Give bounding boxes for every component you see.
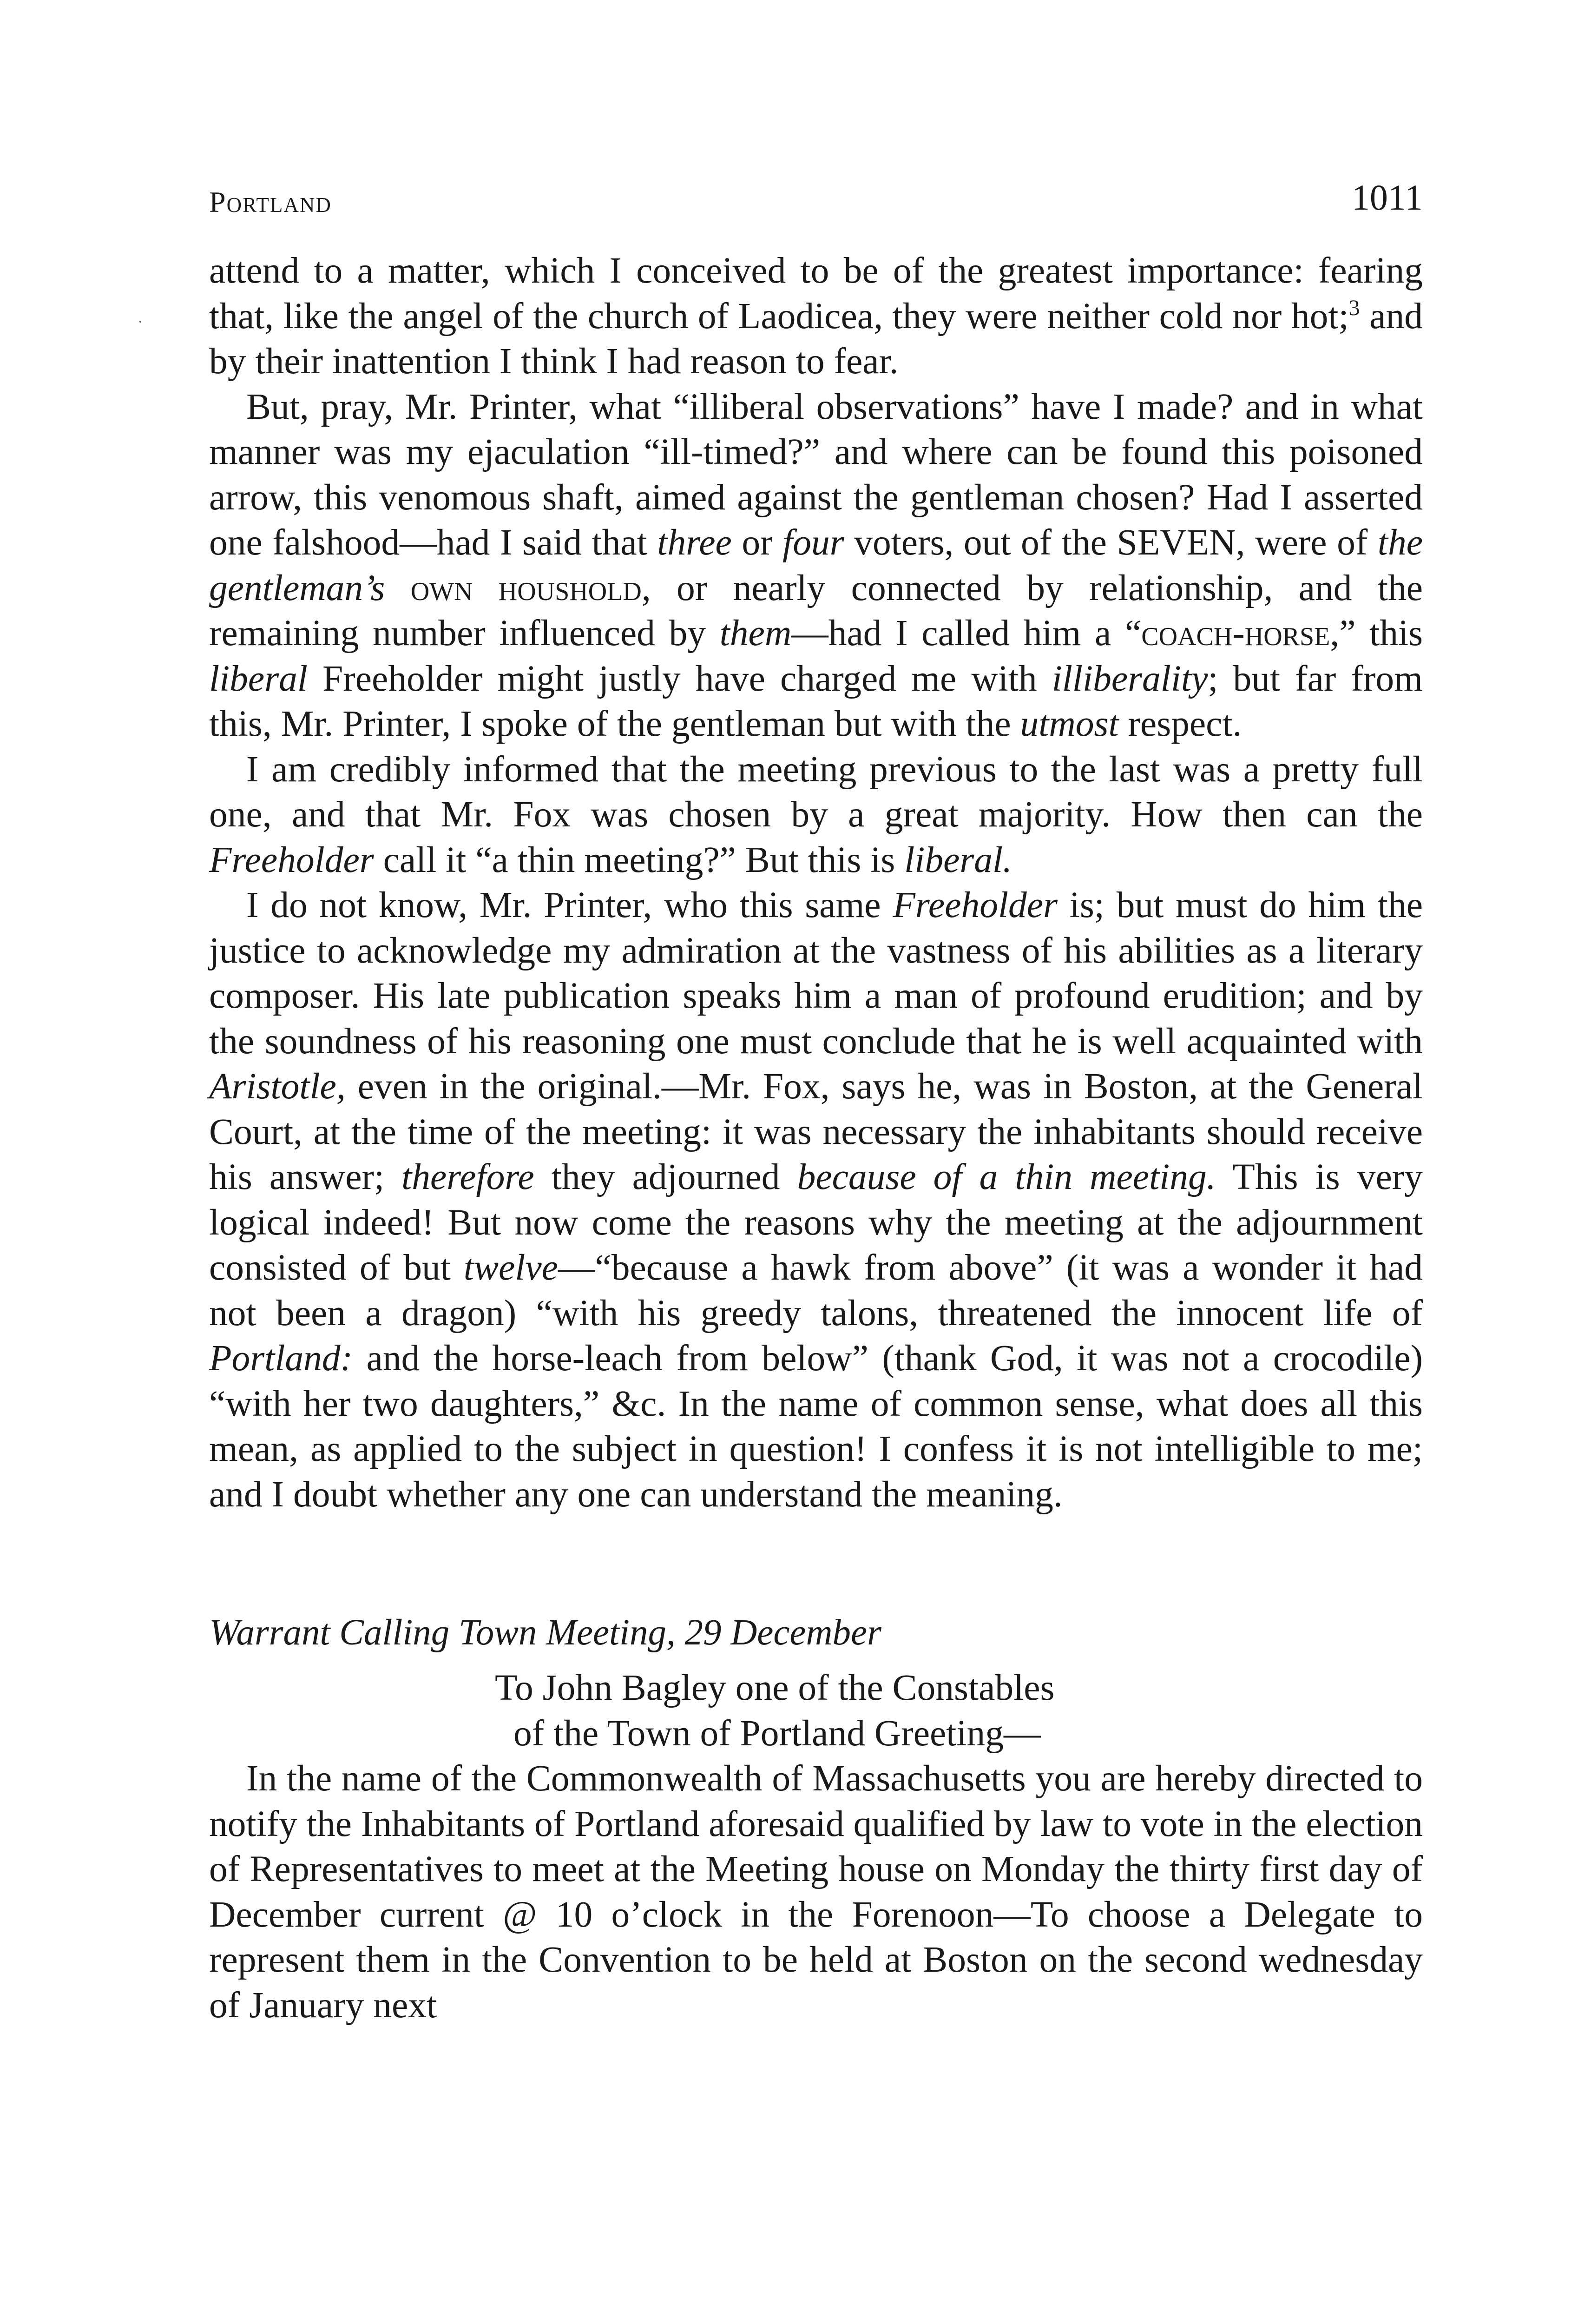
text-run: even in the original.—Mr. Fox, says he, was in Boston, at the General Court, at the time of the meeting: it was necessary the inhabitants should receive his answer; [209,1066,1423,1197]
document-page [209,177,1423,2028]
text-run: voters, out of the SEVEN, were of [844,522,1378,563]
paragraph-1 [209,248,1423,384]
letter-body [209,248,1423,1517]
text-run: , or nearly connected by relationship, and the remaining number influenced by [209,567,1423,654]
small-caps-run: coach-horse [1141,613,1330,654]
text-run: But, pray, Mr. Printer, what “illiberal observations” have I made? and in what manner was my ejaculation “ill-timed?” and where can be found this poisoned arrow, this venomous shaft, aimed against the gentleman chosen? Had I asserted one falshood—had I said that [209,386,1423,563]
text-run: and by their inattention I think I had reason to fear. [209,295,1423,382]
scan-speck [139,321,141,323]
text-run [385,568,410,608]
paragraph-2 [209,384,1423,747]
italic-run: because of a thin meeting. [797,1156,1216,1197]
section-heading: Warrant Calling Town Meeting, 29 December [209,1612,881,1653]
text-run: ,” this [1330,613,1423,654]
running-title: Portland [209,185,332,218]
paragraph-3 [209,747,1423,883]
text-run: I do not know, Mr. Printer, who this same [246,885,893,925]
warrant-text: In the name of the Commonwealth of Massachusetts you are hereby directed to notify the Inhabitants of Portland aforesaid qualified by law to vote in the election of Representatives to meet at the Meeting house on Monday the thirty first day of December current @ 10 o’clock in the Forenoon—To choose a Delegate to represent them in the Convention to be held at Boston on the second wednesday of January next [209,1758,1423,2026]
italic-run: liberal. [904,839,1012,880]
italic-run: illiberality [1052,658,1208,699]
paragraph-4 [209,883,1423,1517]
footnote-marker: 3 [1348,295,1360,320]
page-number: 1011 [1351,177,1423,218]
italic-run: Freeholder [893,885,1058,925]
text-run: they adjourned [534,1156,797,1197]
text-run: is; but must do him the justice to acknowledge my admiration at the vastness of his abilities as a literary composer. His late publication speaks him a man of profound erudition; and by the soundness of his reasoning one must conclude that he is well acquainted with [209,885,1423,1062]
small-caps-run: own houshold [410,567,642,608]
text-run: call it “a thin meeting?” But this is [374,839,905,880]
text-run: or [731,522,783,563]
text-run: Freeholder might justly have charged me with [308,658,1052,699]
italic-run: four [782,522,844,563]
text-run: This is very logical indeed! But now come the reasons why the meeting at the adjournment consisted of but [209,1156,1423,1288]
italic-run: three [657,522,732,563]
italic-run: Portland: [209,1338,353,1379]
italic-run: therefore [401,1156,534,1197]
text-run: —had I called him a “ [791,613,1142,654]
text-run: respect. [1118,703,1242,744]
running-head [209,177,1423,232]
italic-run: utmost [1020,703,1119,744]
text-run: —“because a hawk from above” (it was a wonder it had not been a dragon) “with his greedy talons, threatened the innocent life of [209,1247,1423,1334]
italic-run: Freeholder [209,839,374,880]
italic-run: twelve [463,1247,558,1288]
address-line-2: of the Town of Portland Greeting— [513,1712,1041,1754]
text-run: attend to a matter, which I conceived to be of the greatest importance: fearing that, like the angel of the church of Laodicea, they were neither cold nor hot; [209,250,1423,337]
italic-run: them [719,613,792,654]
text-run: ; but far from this, Mr. Printer, I spoke of the gentleman but with the [209,658,1423,744]
warrant-address [209,1665,1423,1756]
text-run: and the horse-leach from below” (thank God, it was not a crocodile) “with her two daughters,” &c. In the name of common sense, what does all this mean, as applied to the subject in question! I confess it is not intelligible to me; and I doubt whether any one can understand the meaning. [209,1338,1423,1515]
italic-run: Aristotle, [209,1066,346,1107]
italic-run: liberal [209,658,308,699]
address-line-1: To John Bagley one of the Constables [495,1667,1055,1708]
text-run: I am credibly informed that the meeting previous to the last was a pretty full one, and that Mr. Fox was chosen by a great majority. How then can the [209,748,1423,835]
italic-run: the gentleman’s [209,522,1423,608]
